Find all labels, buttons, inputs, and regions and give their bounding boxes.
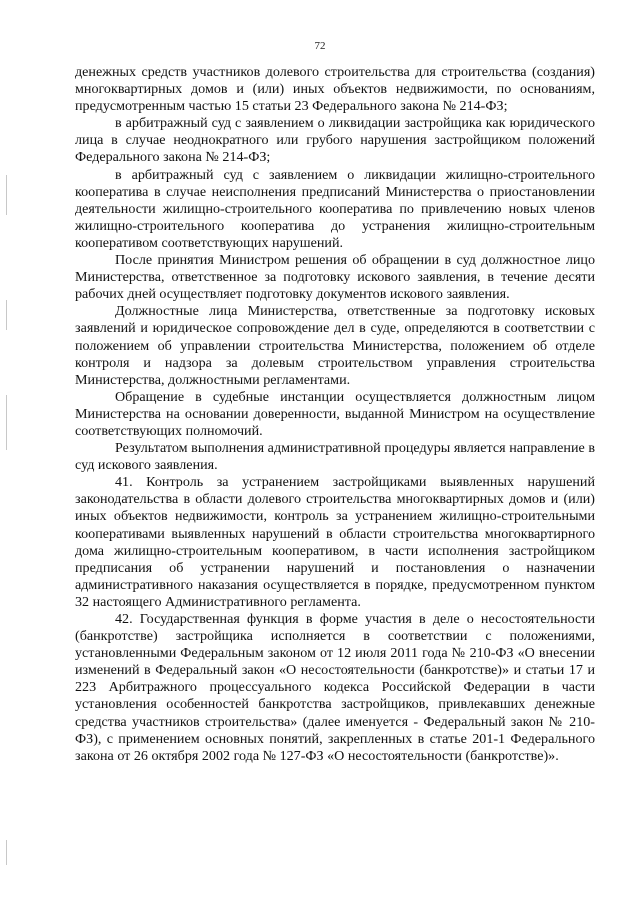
scan-edge-mark	[6, 175, 7, 215]
paragraph: 42. Государственная функция в форме участия в деле о несостоятельности (банкротстве) застройщика исполняется в соответствии с положениями, установленными Федеральным законом от 12 июля 2011 года № 210-ФЗ «О внесении изменений в Федеральный закон «О несостоятельности (банкротстве)» и статьи 17 и 223 Арбитражного процессуального кодекса Российской Федерации в части установления особенностей банкротства застройщиков, привлекавших денежные средства участников строительства» (далее именуется - Федеральный закон № 210-ФЗ), с применением основных понятий, закрепленных в статье 201-1 Федерального закона от 26 октября 2002 года № 127-ФЗ «О несостоятельности (банкротстве)».	[75, 611, 595, 764]
scan-edge-mark	[6, 840, 7, 865]
scan-edge-mark	[6, 300, 7, 330]
paragraph: в арбитражный суд с заявлением о ликвидации жилищно-строительного кооператива в случае неисполнения предписаний Министерства о приостановлении деятельности жилищно-строительного кооператива по привлечению новых членов жилищно-строительного кооператива до устранения жилищно-строительным кооперативом соответствующих нарушений.	[75, 166, 595, 251]
scan-edge-mark	[6, 395, 7, 450]
paragraph: Обращение в судебные инстанции осуществляется должностным лицом Министерства на основании доверенности, выданной Министром на осуществление соответствующих полномочий.	[75, 388, 595, 439]
paragraph: После принятия Министром решения об обращении в суд должностное лицо Министерства, ответственное за подготовку искового заявления, в течение десяти рабочих дней осуществляет подготовку документов искового заявления.	[75, 252, 595, 303]
document-body	[75, 64, 595, 765]
paragraph: денежных средств участников долевого строительства для строительства (создания) многоквартирных домов и (или) иных объектов недвижимости, по основаниям, предусмотренным частью 15 статьи 23 Федерального закона № 214-ФЗ;	[75, 64, 595, 115]
paragraph: Должностные лица Министерства, ответственные за подготовку исковых заявлений и юридическое сопровождение дел в суде, определяются в соответствии с положением об управлении строительства Министерства, положением об отделе контроля и надзора за долевым строительством управления строительства Министерства, должностными регламентами.	[75, 303, 595, 388]
paragraph: в арбитражный суд с заявлением о ликвидации застройщика как юридического лица в случае неоднократного или грубого нарушения застройщиком положений Федерального закона № 214-ФЗ;	[75, 115, 595, 166]
paragraph: Результатом выполнения административной процедуры является направление в суд искового заявления.	[75, 440, 595, 474]
page-number: 72	[314, 40, 326, 52]
paragraph: 41. Контроль за устранением застройщиками выявленных нарушений законодательства в области долевого строительства многоквартирных домов и (или) иных объектов недвижимости, контроль за устранением жилищно-строительными кооперативами выявленных нарушений в области строительства многоквартирного дома жилищно-строительным кооперативом, в части исполнения застройщиком предписания об устранении нарушений и постановления о назначении административного наказания осуществляется в порядке, предусмотренном пунктом 32 настоящего Административного регламента.	[75, 474, 595, 610]
